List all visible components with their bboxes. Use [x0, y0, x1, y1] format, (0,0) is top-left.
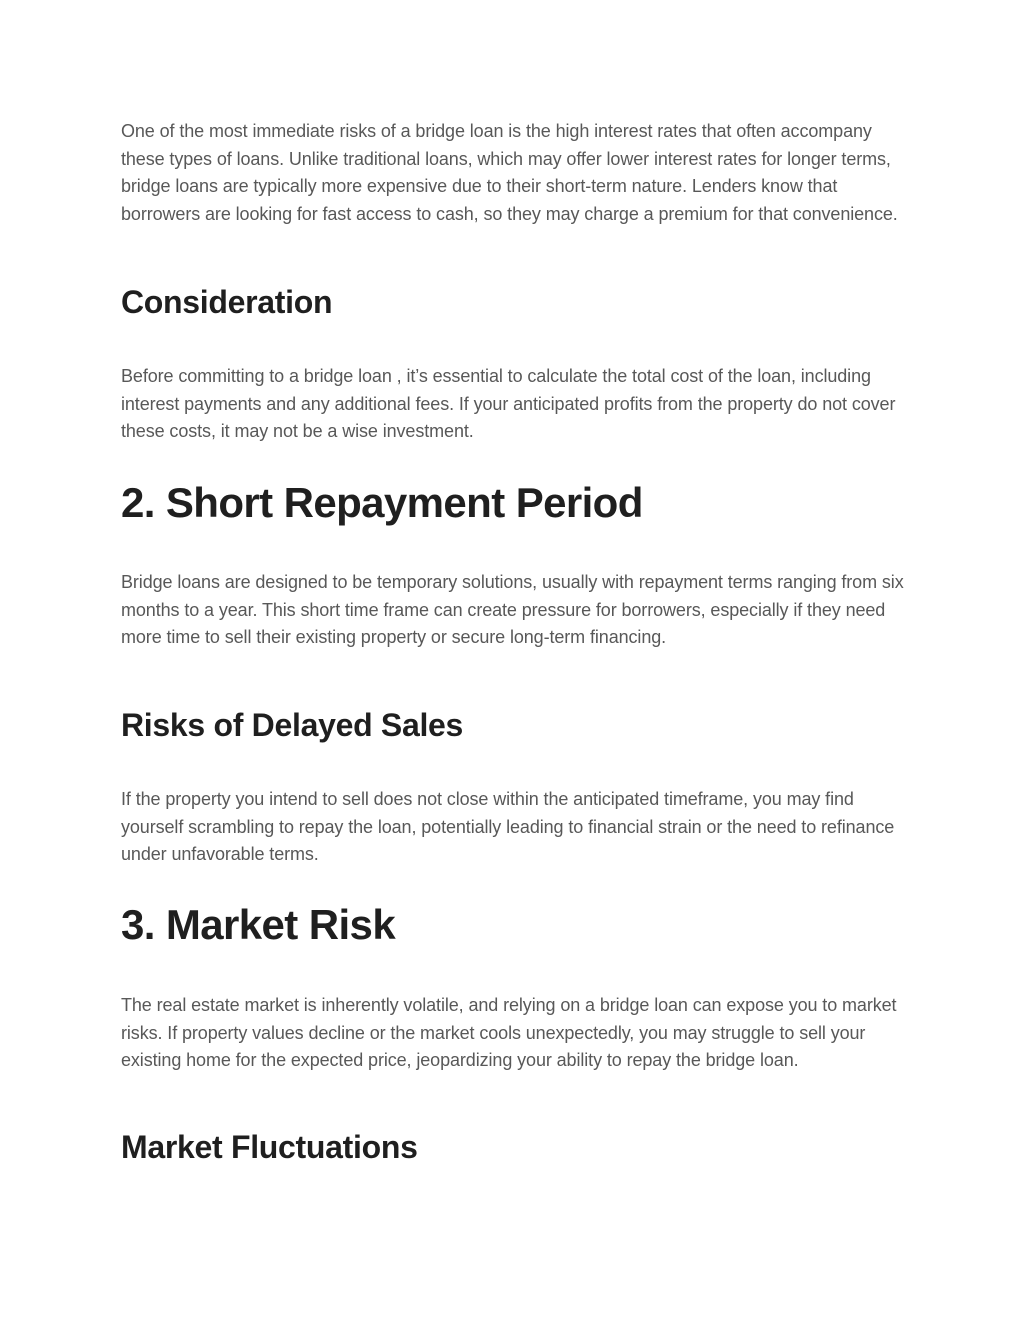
paragraph-market-risk: The real estate market is inherently volatile, and relying on a bridge loan can expose you to market risks. If property values decline or the market cools unexpectedly, you may struggle to sell your existing home for the expected price, jeopardizing your ability to repay the bridge loan.: [121, 995, 897, 1071]
heading-short-repayment-period: 2. Short Repayment Period: [121, 479, 643, 526]
paragraph-consideration: Before committing to a bridge loan , it’s essential to calculate the total cost of the loan, including interest payments and any additional fees. If your anticipated profits from the property do not cover these costs, it may not be a wise investment.: [121, 366, 896, 442]
heading-consideration: Consideration: [121, 284, 333, 320]
heading-market-risk: 3. Market Risk: [121, 901, 396, 948]
paragraph-interest-rates: One of the most immediate risks of a bridge loan is the high interest rates that often accompany these types of loans. Unlike traditional loans, which may offer lower interest rates for longer terms, bridge loans are typically more expensive due to their short-term nature. Lenders know that borrowers are looking for fast access to cash, so they may charge a premium for that convenience.: [121, 121, 898, 224]
heading-market-fluctuations: Market Fluctuations: [121, 1129, 418, 1165]
paragraph-short-repayment: Bridge loans are designed to be temporary solutions, usually with repayment terms ranging from six months to a year. This short time frame can create pressure for borrowers, especially if they need more time to sell their existing property or secure long-term financing.: [121, 572, 904, 648]
heading-risks-of-delayed-sales: Risks of Delayed Sales: [121, 707, 464, 743]
paragraph-delayed-sales: If the property you intend to sell does not close within the anticipated timeframe, you may find yourself scrambling to repay the loan, potentially leading to financial strain or the need to refinance under unfavorable terms.: [121, 789, 895, 865]
